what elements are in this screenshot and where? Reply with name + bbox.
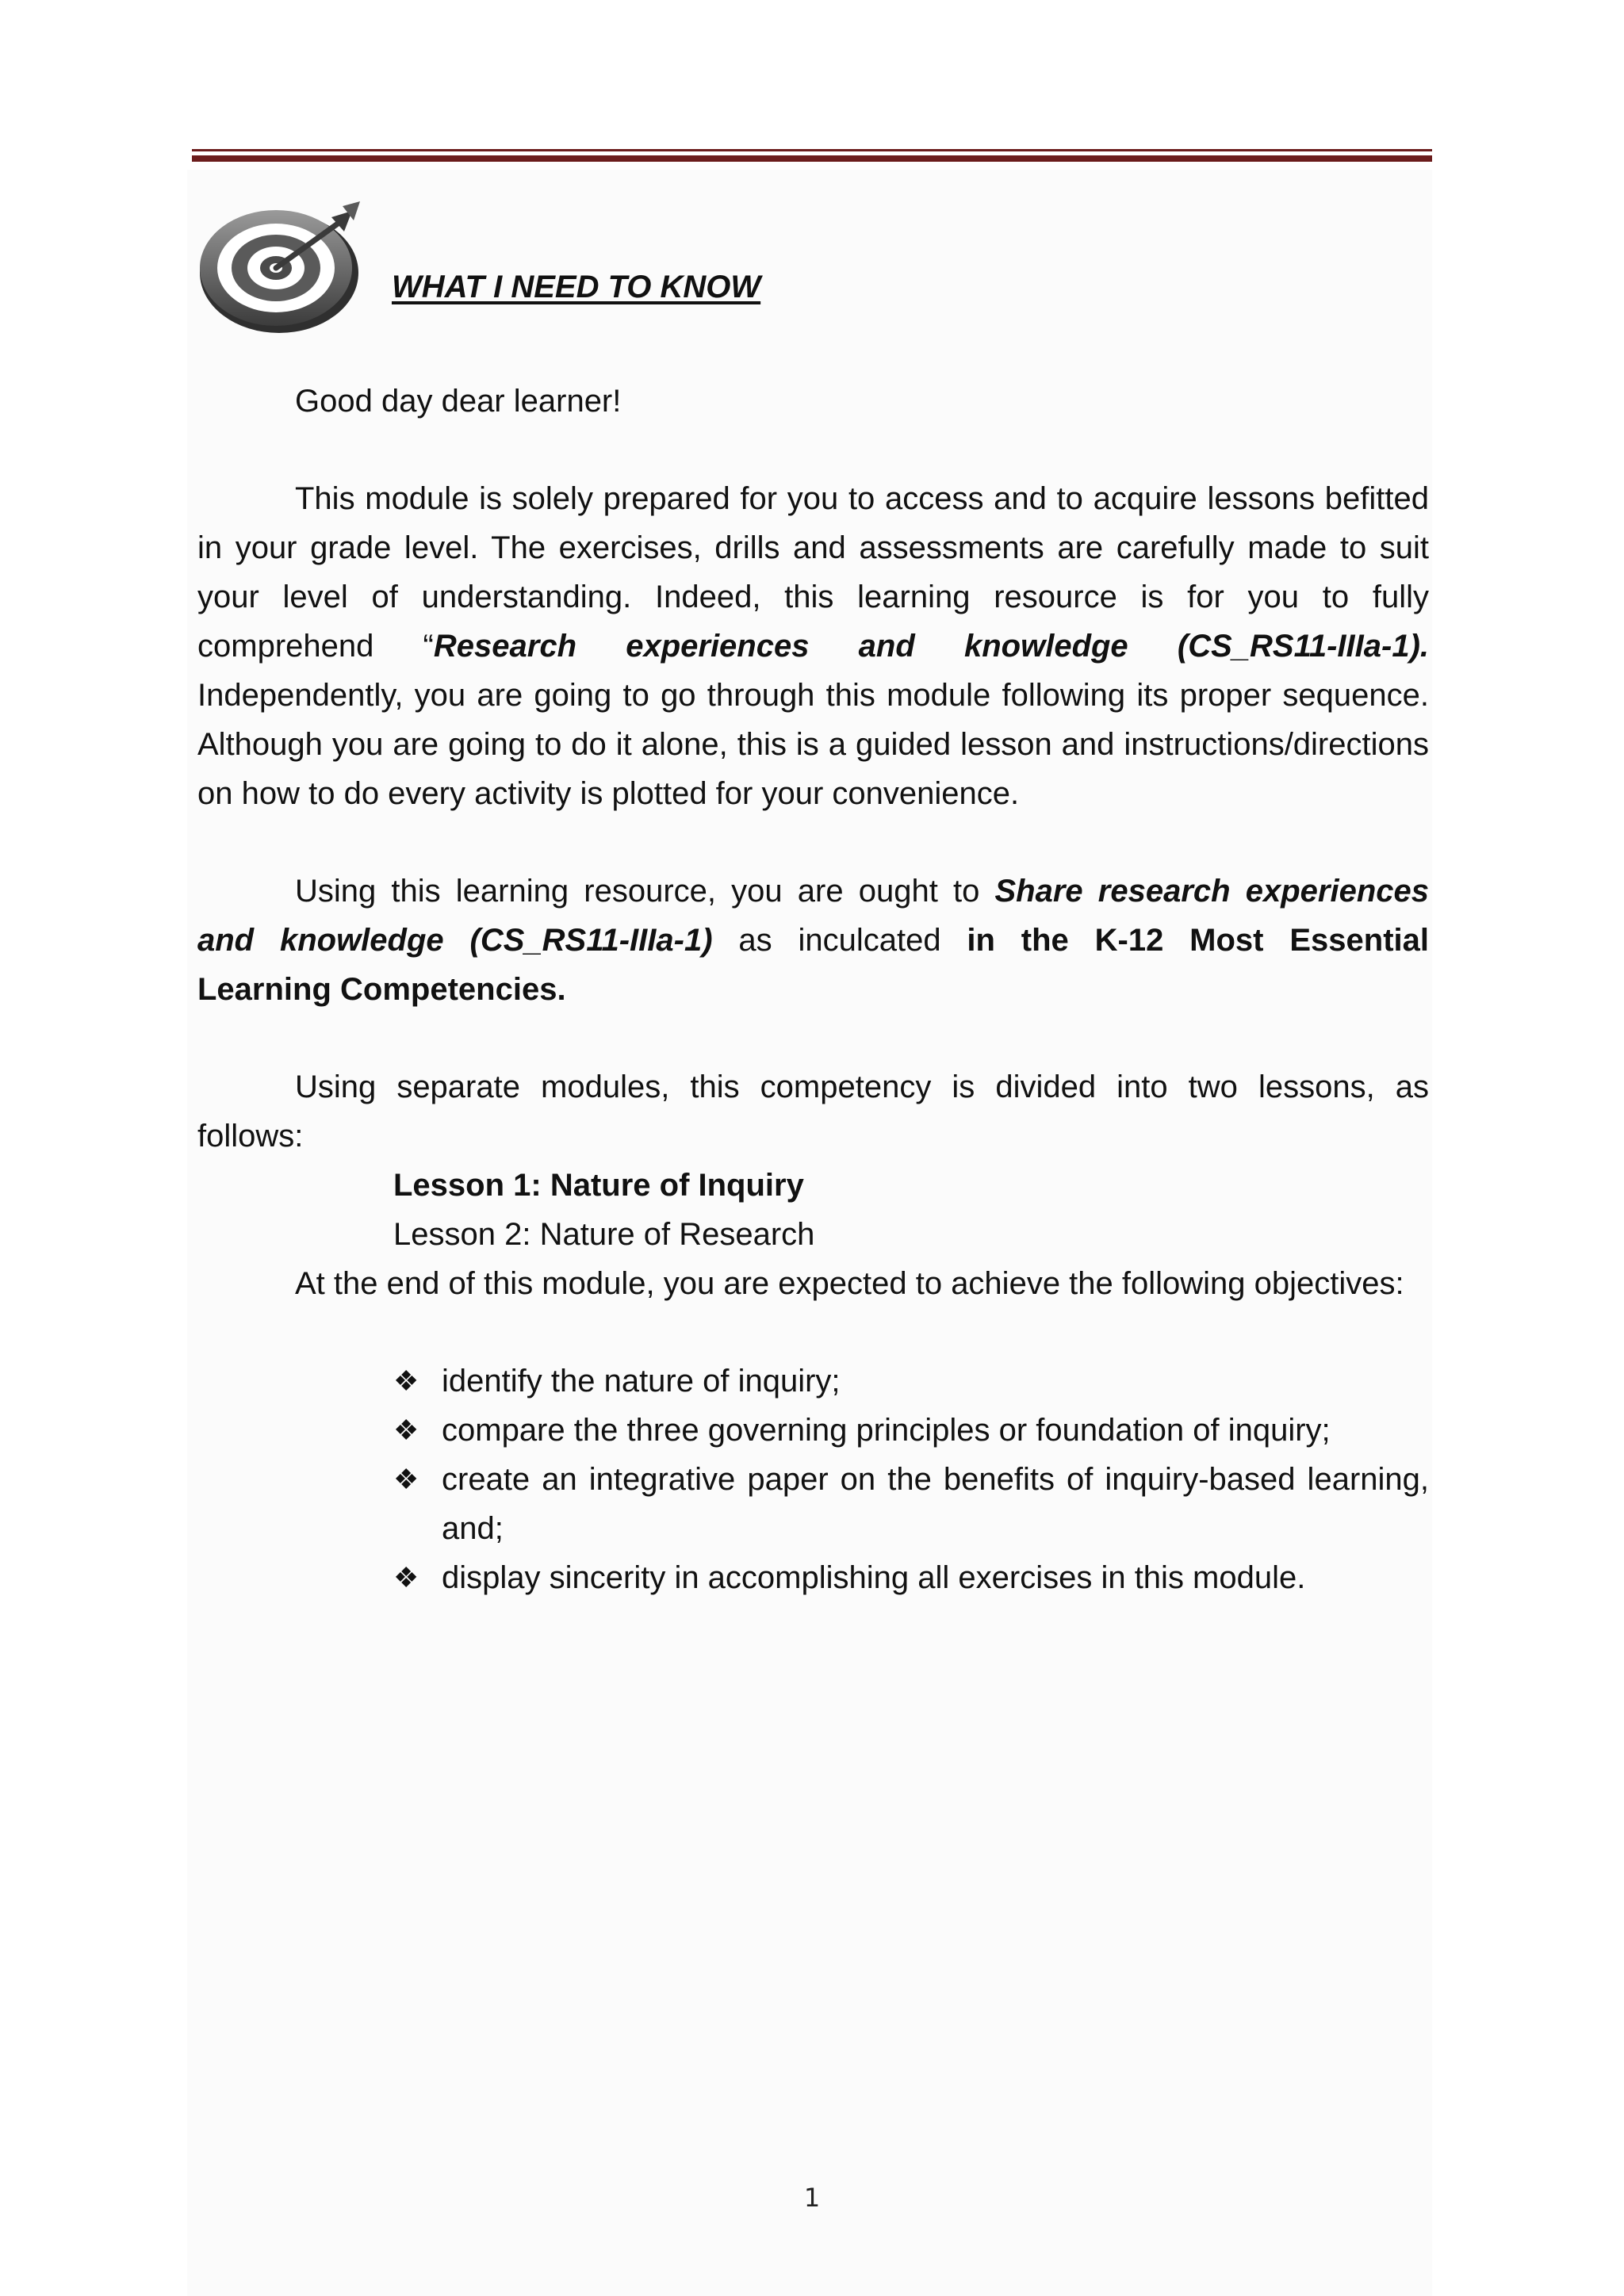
paragraph1-line5: Independently, you are going to go through this module following its proper sequence.: [197, 678, 1429, 713]
diamond-bullet-icon: ❖: [393, 1364, 419, 1397]
paragraph2-line3: Learning Competencies.: [197, 972, 566, 1007]
paragraph2-melc: in the K-12 Most Essential: [967, 923, 1429, 958]
paragraph2-line1-text: Using this learning resource, you are ought to: [295, 874, 995, 909]
paragraph2-competency: and knowledge (CS_RS11-IIIa-1): [197, 923, 713, 958]
section-title: WHAT I NEED TO KNOW: [392, 270, 761, 304]
header-rule-thick: [192, 155, 1432, 162]
paragraph3-line1: Using separate modules, this competency is divided into two lessons, as: [295, 1070, 1429, 1104]
header-rule-thin: [192, 149, 1432, 151]
paragraph2-line2: [197, 921, 1429, 959]
paragraph1-line2: in your grade level. The exercises, drills and assessments are carefully made to suit: [197, 530, 1429, 565]
paragraph1-line3: your level of understanding. Indeed, this learning resource is for you to fully: [197, 580, 1429, 614]
paragraph2-line1: [295, 872, 1429, 910]
competency-reference: Research experiences and knowledge (CS_RS11-IIIa-1).: [433, 629, 1430, 664]
objective-item: display sincerity in accomplishing all exercises in this module.: [442, 1560, 1306, 1595]
objective-item-continuation: and;: [442, 1511, 504, 1546]
target-icon: [197, 200, 370, 335]
diamond-bullet-icon: ❖: [393, 1414, 419, 1446]
paragraph1-line4-text: comprehend “: [197, 629, 434, 664]
objectives-intro: At the end of this module, you are expected to achieve the following objectives:: [295, 1266, 1404, 1301]
page-number: 1: [803, 2183, 821, 2213]
greeting: Good day dear learner!: [295, 384, 622, 419]
lesson-1: Lesson 1: Nature of Inquiry: [393, 1168, 804, 1203]
paragraph1-line1: This module is solely prepared for you to access and to acquire lessons befitted: [295, 481, 1429, 516]
paragraph3-line2: follows:: [197, 1119, 304, 1154]
diamond-bullet-icon: ❖: [393, 1463, 419, 1495]
paragraph2-line2-text: as inculcated: [712, 923, 967, 958]
objective-item: identify the nature of inquiry;: [442, 1364, 841, 1399]
objective-item: create an integrative paper on the benefits of inquiry-based learning,: [442, 1462, 1429, 1497]
paragraph2-emphasis: Share research experiences: [994, 874, 1429, 909]
diamond-bullet-icon: ❖: [393, 1561, 419, 1594]
objective-item: compare the three governing principles or foundation of inquiry;: [442, 1413, 1331, 1448]
paragraph1-line6: Although you are going to do it alone, this is a guided lesson and instructions/directions: [197, 727, 1429, 762]
paragraph1-line7: on how to do every activity is plotted for your convenience.: [197, 776, 1020, 811]
lesson-2: Lesson 2: Nature of Research: [393, 1217, 815, 1252]
paragraph1-line4: [197, 627, 1429, 665]
